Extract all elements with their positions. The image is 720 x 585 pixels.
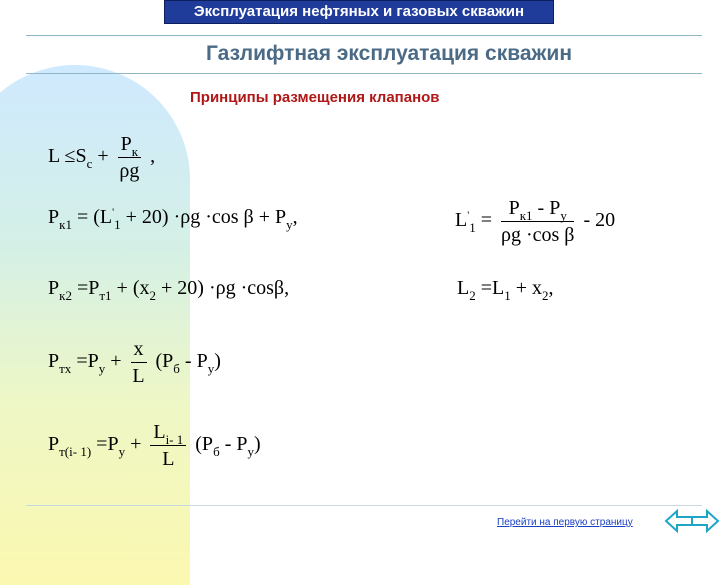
title-divider	[26, 73, 702, 74]
page-title: Газлифтная эксплуатация скважин	[206, 42, 573, 65]
formula-6: $P_{тх} =P_у$ + $\frac{x}{L}$ $(P_б - P_у)$	[48, 338, 221, 387]
formula-5: $L_2 =L_1 + x_2$,	[457, 277, 554, 303]
formula-3: $L'_1$ = $\frac{P_{к1} - P_у}{\text{ρg ·cos β}}$ - 20	[455, 197, 616, 246]
footer-divider	[26, 505, 702, 506]
fraction: $\frac{x}{L}$	[132, 338, 145, 387]
top-divider	[26, 35, 702, 36]
formula-4: $P_{к2} =P_{т1} + (x_2 + 20) \cdot\rho g \cdot\cos\beta$,	[48, 277, 290, 303]
formula-2: $P_{к1} = (L'_1 + 20) \cdot\rho g \cdot\cos$ $\beta + P_у$,	[48, 206, 298, 232]
first-page-link[interactable]: Перейти на первую страницу	[497, 517, 633, 528]
section-subtitle: Принципы размещения клапанов	[190, 89, 440, 106]
formula-7: $P_{т(i- 1)} =P_у$ + $\frac{L_{i- 1}}{L}$ $(P_б - P_у)$	[48, 421, 261, 470]
fraction: $\frac{L_{i- 1}}{L}$	[150, 422, 186, 469]
fraction: $\frac{P_к}{\rho g}$	[119, 133, 140, 182]
fraction: $\frac{P_{к1} - P_у}{\text{ρg ·cos β}}$	[500, 197, 575, 246]
header-title: Эксплуатация нефтяных и газовых скважин	[193, 3, 525, 20]
header-bar	[164, 0, 554, 24]
formula-1: $L \le S_с$ + $\frac{P_к}{\rho g}$ ,	[48, 133, 156, 182]
arrow-right-icon[interactable]	[690, 508, 720, 534]
